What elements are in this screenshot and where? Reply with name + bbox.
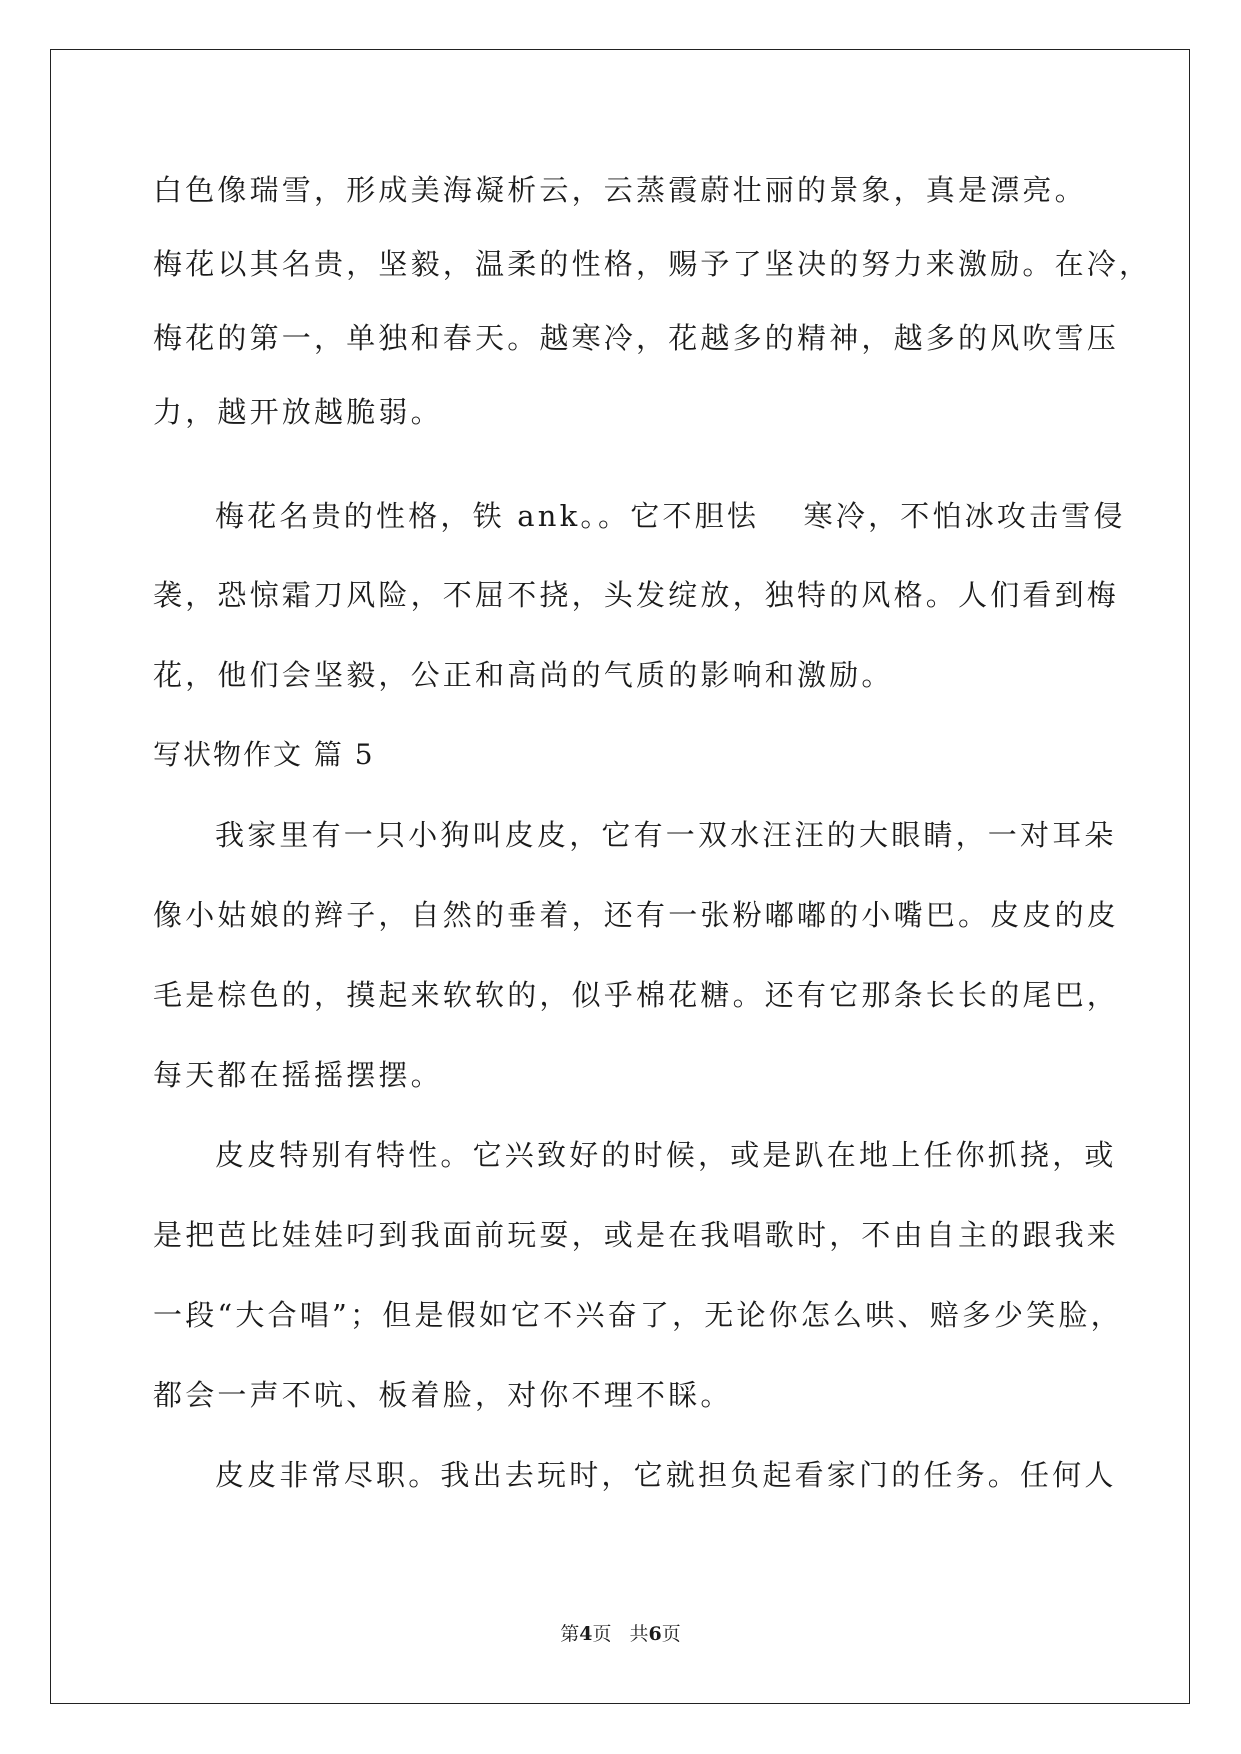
text-line: 都会一声不吭、板着脸，对你不理不睬。 — [153, 1378, 733, 1412]
text-line: 一段“大合唱”；但是假如它不兴奋了，无论你怎么哄、赔多少笑脸， — [153, 1298, 1123, 1332]
text-line: 力，越开放越脆弱。 — [153, 395, 443, 429]
text-line: 花，他们会坚毅，公正和高尚的气质的影响和激励。 — [153, 658, 894, 692]
section-heading: 写状物作文 篇 5 — [153, 738, 375, 771]
text-line: 皮皮非常尽职。我出去玩时，它就担负起看家门的任务。任何人 — [215, 1458, 1117, 1492]
page-mid: 页 — [592, 1623, 612, 1645]
page-prefix: 第 — [560, 1623, 580, 1645]
text-line: 是把芭比娃娃叼到我面前玩耍，或是在我唱歌时，不由自主的跟我来 — [153, 1218, 1120, 1252]
text-line: 梅花以其名贵，坚毅，温柔的性格，赐予了坚决的努力来激励。在冷， — [153, 247, 1152, 281]
page-current: 4 — [579, 1623, 593, 1645]
text-line: 每天都在摇摇摆摆。 — [153, 1058, 443, 1092]
text-line: 白色像瑞雪，形成美海凝析云，云蒸霞蔚壮丽的景象，真是漂亮。 — [153, 173, 1087, 207]
total-suffix: 页 — [661, 1623, 681, 1645]
text-line: 像小姑娘的辫子，自然的垂着，还有一张粉嘟嘟的小嘴巴。皮皮的皮 — [153, 898, 1120, 932]
text-line: 梅花名贵的性格，铁 ank。。它不胆怯 寒冷，不怕冰攻击雪侵 — [215, 499, 1126, 533]
text-line: 袭，恐惊霜刀风险，不屈不挠，头发绽放，独特的风格。人们看到梅 — [153, 578, 1120, 612]
page-total: 6 — [648, 1623, 662, 1645]
text-line: 毛是棕色的，摸起来软软的，似乎棉花糖。还有它那条长长的尾巴， — [153, 978, 1120, 1012]
total-prefix: 共 — [629, 1623, 649, 1645]
text-line: 我家里有一只小狗叫皮皮，它有一双水汪汪的大眼睛，一对耳朵 — [215, 818, 1117, 852]
text-line: 梅花的第一，单独和春天。越寒冷，花越多的精神，越多的风吹雪压 — [153, 321, 1120, 355]
page-footer — [0, 1622, 1241, 1646]
text-line: 皮皮特别有特性。它兴致好的时候，或是趴在地上任你抓挠，或 — [215, 1138, 1117, 1172]
